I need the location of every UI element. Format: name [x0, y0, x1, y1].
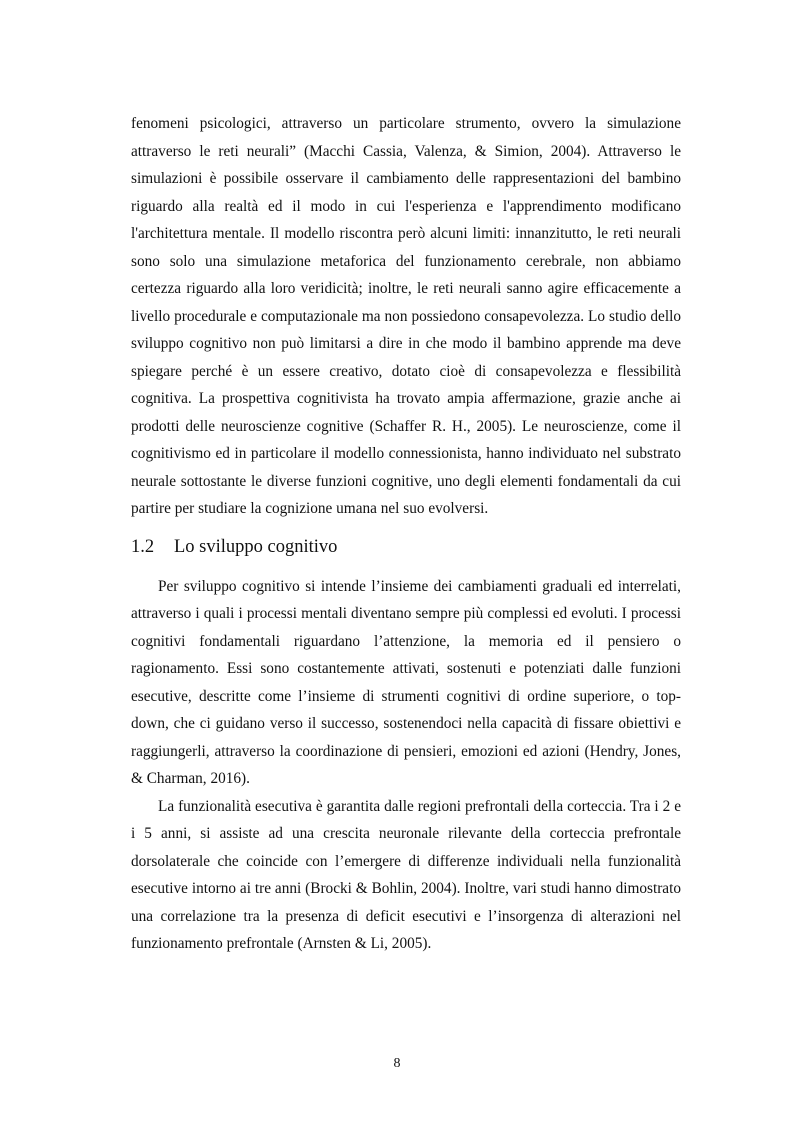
page-number: 8	[393, 1056, 401, 1071]
body-paragraph-3: La funzionalità esecutiva è garantita dalle regioni prefrontali della corteccia. Tra i 2 e i 5 anni, si assiste ad una crescita neuronale rilevante della corteccia prefrontale dorsolaterale che coincide con l’emergere di differenze individuali nella funzionalità esecutive intorno ai tre anni (Brocki & Bohlin, 2004). Inoltre, vari studi hanno dimostrato una correlazione tra la presenza di deficit esecutivi e l’insorgenza di alterazioni nel funzionamento prefrontale (Arnsten & Li, 2005).	[131, 797, 681, 952]
section-number: 1.2	[131, 536, 155, 557]
section-heading	[131, 533, 681, 561]
body-paragraph-2: Per sviluppo cognitivo si intende l’insieme dei cambiamenti graduali ed interrelati, attraverso i quali i processi mentali diventano sempre più complessi ed evoluti. I processi cognitivi fondamentali riguardano l’attenzione, la memoria ed il pensiero o ragionamento. Essi sono costantemente attivati, sostenuti e potenziati dalle funzioni esecutive, descritte come l’insieme di strumenti cognitivi di ordine superiore, o top-down, che ci guidano verso il successo, sostenendoci nella capacità di fissare obiettivi e raggiungerli, attraverso la coordinazione di pensieri, emozioni ed azioni (Hendry, Jones, & Charman, 2016).	[131, 577, 681, 787]
document-page	[131, 110, 681, 958]
body-paragraph-1: fenomeni psicologici, attraverso un particolare strumento, ovvero la simulazione attraverso le reti neurali” (Macchi Cassia, Valenza, & Simion, 2004). Attraverso le simulazioni è possibile osservare il cambiamento delle rappresentazioni del bambino riguardo alla realtà ed il modo in cui l'esperienza e l'apprendimento modificano l'architettura mentale. Il modello riscontra però alcuni limiti: innanzitutto, le reti neurali sono solo una simulazione metaforica del funzionamento cerebrale, non abbiamo certezza riguardo alla loro veridicità; inoltre, le reti neurali sanno agire efficacemente a livello procedurale e computazionale ma non possiedono consapevolezza. Lo studio dello sviluppo cognitivo non può limitarsi a dire in che modo il bambino apprende ma deve spiegare perché è un essere creativo, dotato cioè di consapevolezza e flessibilità cognitiva. La prospettiva cognitivista ha trovato ampia affermazione, grazie anche ai prodotti delle neuroscienze cognitive (Schaffer R. H., 2005). Le neuroscienze, come il cognitivismo ed in particolare il modello connessionista, hanno individuato nel substrato neurale sottostante le diverse funzioni cognitive, uno degli elementi fondamentali da cui partire per studiare la cognizione umana nel suo evolversi.	[131, 115, 681, 517]
section-title: Lo sviluppo cognitivo	[174, 536, 338, 557]
